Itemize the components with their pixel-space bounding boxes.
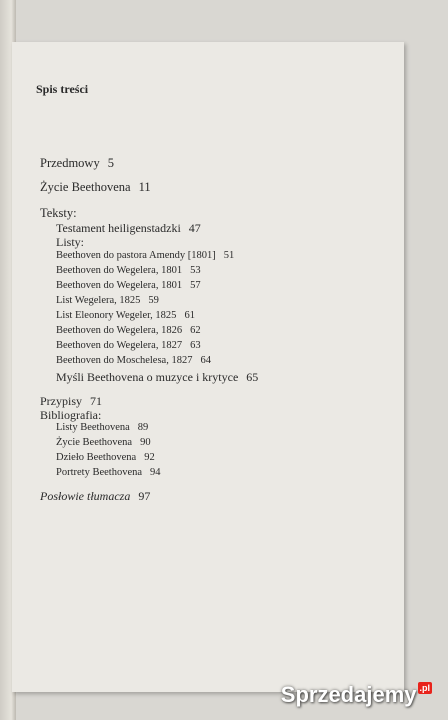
toc-entry: Dzieło Beethovena 92 [56, 452, 155, 463]
toc-entry: List Eleonory Wegeler, 1825 61 [56, 310, 195, 321]
toc-entry: Beethoven do Wegelera, 1826 62 [56, 325, 201, 336]
toc-entry: List Wegelera, 1825 59 [56, 295, 159, 306]
toc-section-bibliografia: Bibliografia: [40, 408, 102, 422]
toc-entry: Listy Beethovena 89 [56, 422, 149, 433]
toc-heading: Spis treści [36, 82, 89, 96]
toc-entry: Życie Beethovena 11 [40, 180, 151, 194]
toc-entry: Beethoven do Wegelera, 1801 53 [56, 265, 201, 276]
toc-entry: Przypisy 71 [40, 394, 102, 408]
toc-entry: Testament heiligenstadzki 47 [56, 221, 201, 235]
toc-entry: Beethoven do Moschelesa, 1827 64 [56, 355, 211, 366]
toc-entry: Beethoven do Wegelera, 1827 63 [56, 340, 201, 351]
book-page [12, 42, 404, 692]
toc-entry: Beethoven do Wegelera, 1801 57 [56, 280, 201, 291]
toc-subsection-listy: Listy: [56, 235, 85, 249]
toc-entry: Przedmowy 5 [40, 156, 114, 170]
toc-section-teksty: Teksty: [40, 206, 77, 220]
toc-entry: Beethoven do pastora Amendy [1801] 51 [56, 250, 235, 261]
toc-entry: Posłowie tłumacza 97 [40, 489, 151, 503]
toc-entry: Życie Beethovena 90 [56, 437, 151, 448]
sprzedajemy-watermark: Sprzedajemy .pl [280, 682, 430, 707]
toc-entry: Portrety Beethovena 94 [56, 467, 161, 478]
toc-entry: Myśli Beethovena o muzyce i krytyce 65 [56, 370, 259, 384]
